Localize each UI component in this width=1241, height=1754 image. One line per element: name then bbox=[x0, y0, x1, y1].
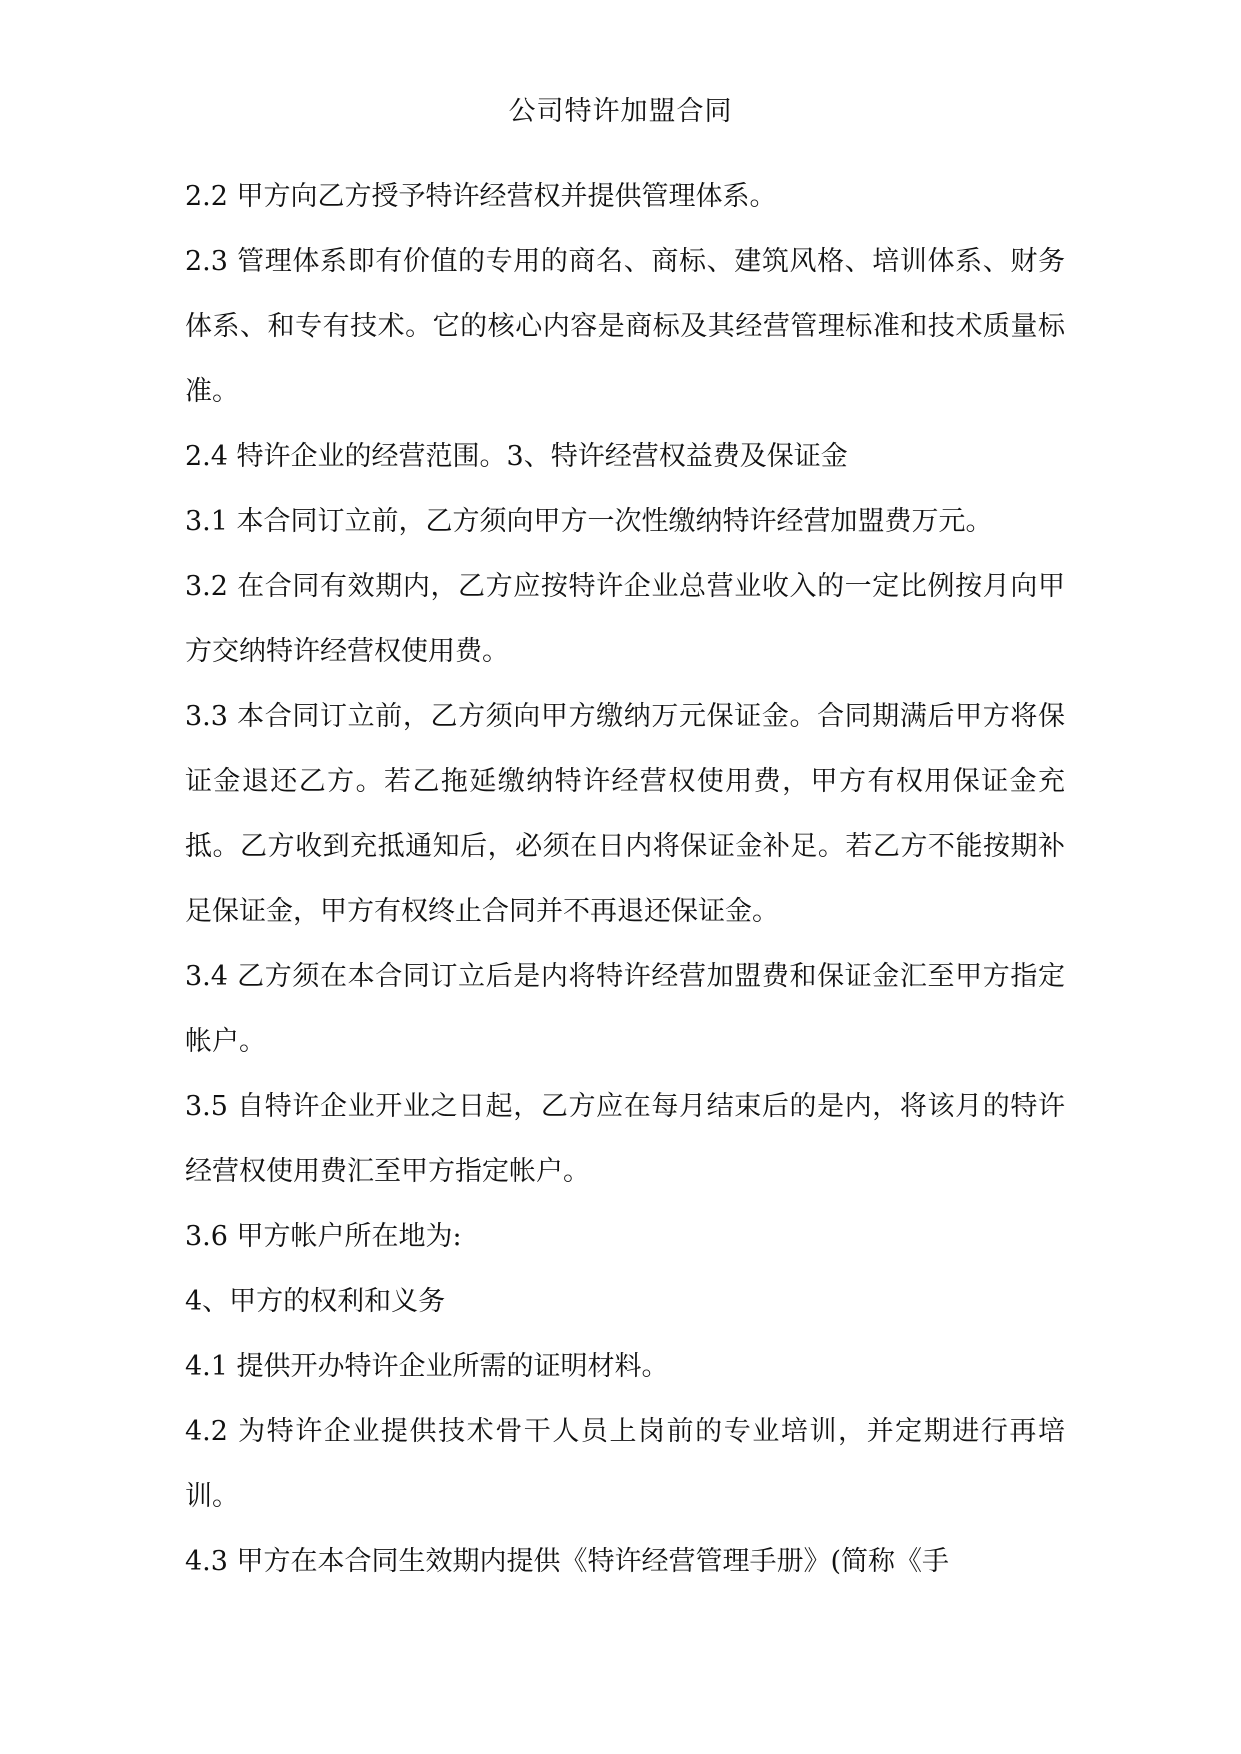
paragraph-4-3: 4.3 甲方在本合同生效期内提供《特许经营管理手册》(简称《手 bbox=[185, 1546, 950, 1577]
paragraph-3-3: 3.3 本合同订立前，乙方须向甲方缴纳万元保证金。合同期满后甲方将保证金退还乙方。若乙拖延缴纳特许经营权使用费，甲方有权用保证金充抵。乙方收到充抵通知后，必须在日内将保证金补足。若乙方不能按期补足保证金，甲方有权终止合同并不再退还保证金。 bbox=[185, 701, 1065, 927]
paragraph-3-6: 3.6 甲方帐户所在地为: bbox=[185, 1221, 462, 1252]
paragraph-3-1: 3.1 本合同订立前，乙方须向甲方一次性缴纳特许经营加盟费万元。 bbox=[185, 506, 993, 537]
document-body bbox=[185, 164, 1065, 1594]
section-heading-4: 4、甲方的权利和义务 bbox=[185, 1286, 446, 1317]
document-title: 公司特许加盟合同 bbox=[508, 96, 733, 127]
paragraph-4-1: 4.1 提供开办特许企业所需的证明材料。 bbox=[185, 1351, 669, 1382]
paragraph-3-4: 3.4 乙方须在本合同订立后是内将特许经营加盟费和保证金汇至甲方指定帐户。 bbox=[185, 961, 1065, 1057]
paragraph-3-5: 3.5 自特许企业开业之日起，乙方应在每月结束后的是内，将该月的特许经营权使用费汇至甲方指定帐户。 bbox=[185, 1091, 1065, 1187]
paragraph-3-2: 3.2 在合同有效期内，乙方应按特许企业总营业收入的一定比例按月向甲方交纳特许经营权使用费。 bbox=[185, 571, 1065, 667]
paragraph-4-2: 4.2 为特许企业提供技术骨干人员上岗前的专业培训，并定期进行再培训。 bbox=[185, 1416, 1065, 1512]
paragraph-2-4: 2.4 特许企业的经营范围。3、特许经营权益费及保证金 bbox=[185, 441, 848, 472]
paragraph-2-2: 2.2 甲方向乙方授予特许经营权并提供管理体系。 bbox=[185, 181, 777, 212]
paragraph-2-3: 2.3 管理体系即有价值的专用的商名、商标、建筑风格、培训体系、财务体系、和专有技术。它的核心内容是商标及其经营管理标准和技术质量标准。 bbox=[185, 246, 1065, 407]
